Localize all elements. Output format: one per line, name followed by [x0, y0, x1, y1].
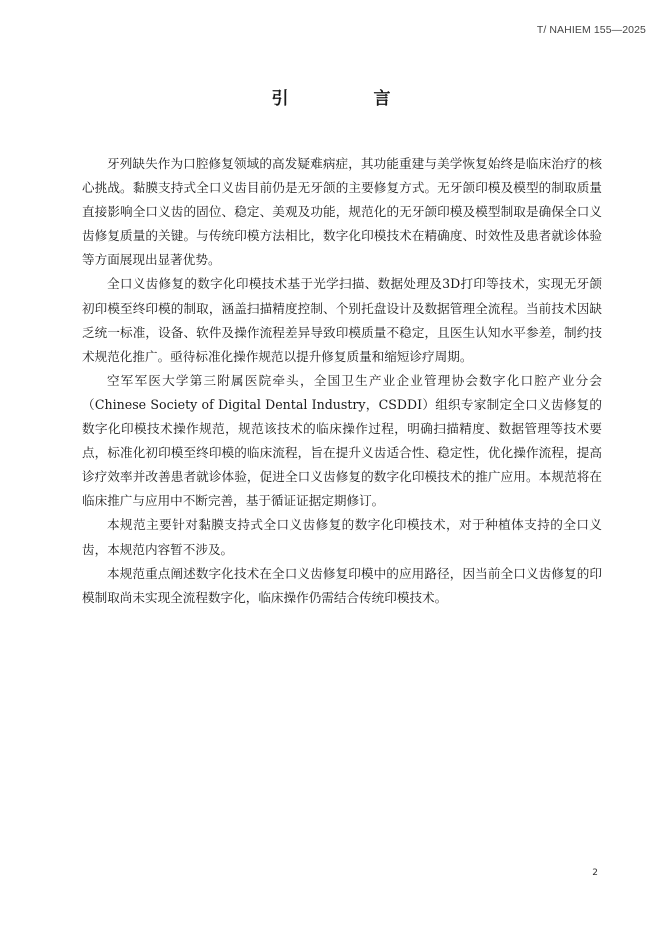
paragraph-focus: 本规范重点阐述数字化技术在全口义齿修复印模中的应用路径，因当前全口义齿修复的印模制取尚未实现全流程数字化，临床操作仍需结合传统印模技术。: [82, 565, 602, 605]
page-number: 2: [592, 868, 598, 878]
paragraph-organization: 空军军医大学第三附属医院牵头，全国卫生产业企业管理协会数字化口腔产业分会（Chinese Society of Digital Dental Industry，CSDDI）组织专家制定全口义齿修复的数字化印模技术操作规范，规范该技术的临床操作过程，明确扫描精度、数据管理等技术要点，标准化初印模至终印模的临床流程，旨在提升义齿适合性、稳定性，优化操作流程，提高诊疗效率并改善患者就诊体验，促进全口义齿修复的数字化印模技术的推广应用。本规范将在临床推广与应用中不断完善，基于循证证据定期修订。: [82, 372, 602, 509]
paragraph-background: 牙列缺失作为口腔修复领域的高发疑难病症，其功能重建与美学恢复始终是临床治疗的核心挑战。黏膜支持式全口义齿目前仍是无牙颌的主要修复方式。无牙颌印模及模型的制取质量直接影响全口义齿的固位、稳定、美观及功能，规范化的无牙颌印模及模型制取是确保全口义齿修复质量的关键。与传统印模方法相比，数字化印模技术在精确度、时效性及患者就诊体验等方面展现出显著优势。: [82, 156, 602, 268]
paragraph-technology: 全口义齿修复的数字化印模技术基于光学扫描、数据处理及3D打印等技术，实现无牙颌初印模至终印模的制取，涵盖扫描精度控制、个别托盘设计及数据管理全流程。当前技术因缺乏统一标准，设备、软件及操作流程差异导致印模质量不稳定，且医生认知水平参差，制约技术规范化推广。亟待标准化操作规范以提升修复质量和缩短诊疗周期。: [82, 276, 602, 364]
page-title: 引 言: [271, 89, 425, 109]
standard-code-header: T/ NAHIEM 155—2025: [536, 24, 646, 36]
document-body: [82, 152, 602, 610]
paragraph-scope: 本规范主要针对黏膜支持式全口义齿修复的数字化印模技术，对于种植体支持的全口义齿，本规范内容暂不涉及。: [82, 517, 602, 557]
